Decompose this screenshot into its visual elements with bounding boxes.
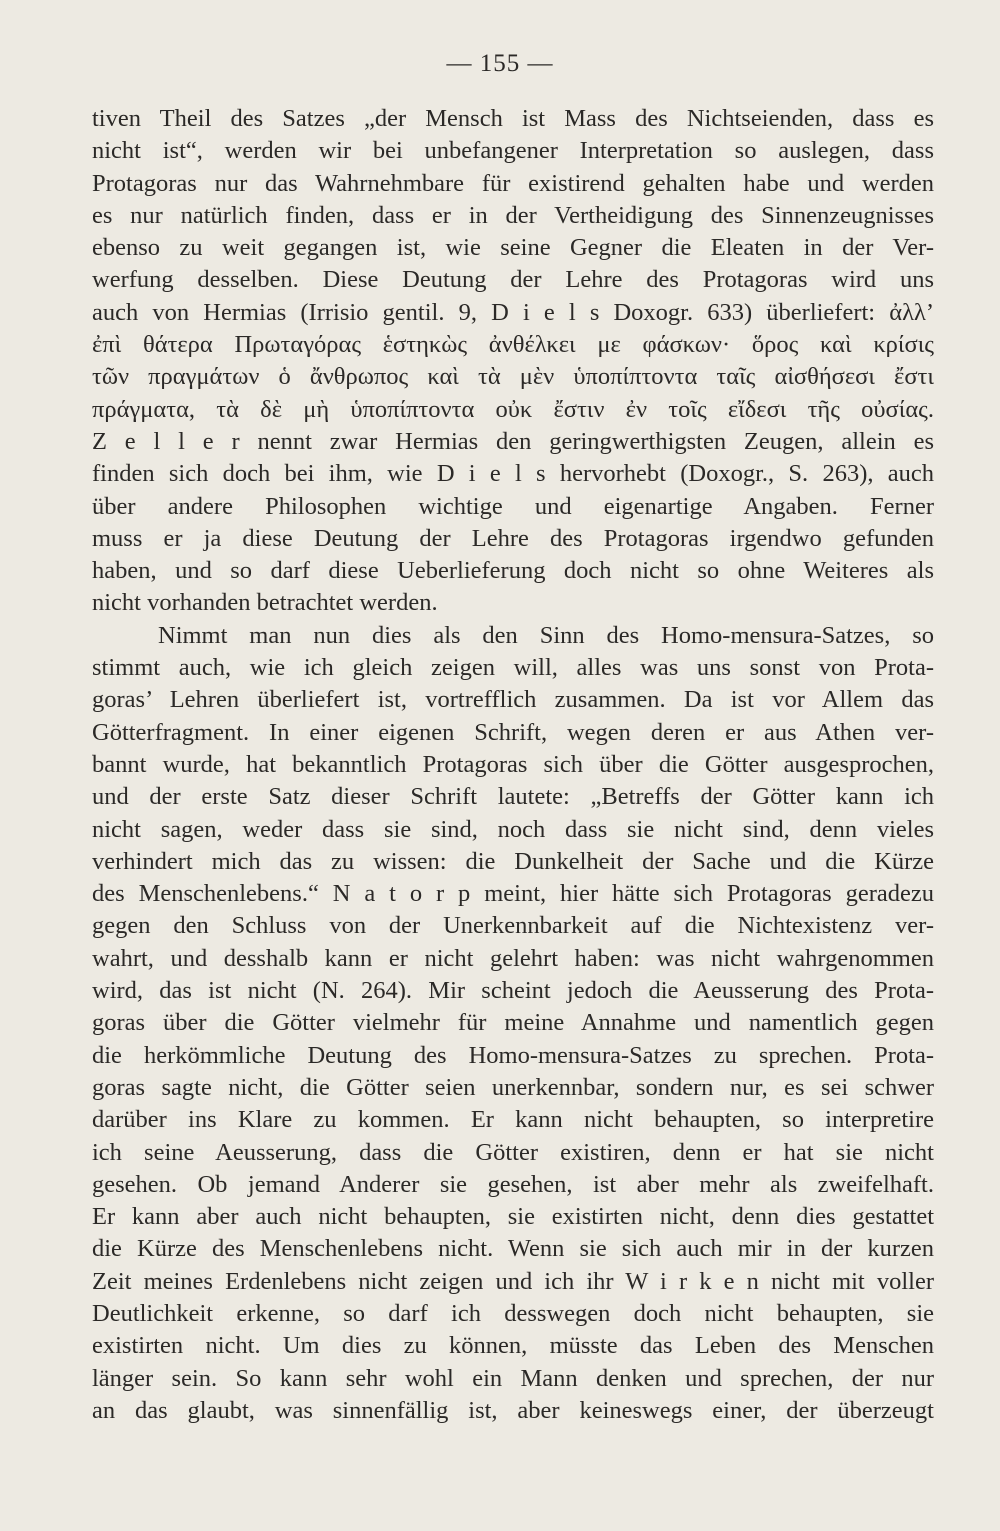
text-line: ebenso zu weit gegangen ist, wie seine Gegner die Eleaten in der Ver- bbox=[92, 234, 934, 262]
text-line: bannt wurde, hat bekanntlich Protagoras sich über die Götter ausgesprochen, bbox=[92, 750, 934, 778]
text-line: es nur natürlich finden, dass er in der Vertheidigung des Sinnenzeugnisses bbox=[92, 201, 934, 229]
text-line: Protagoras nur das Wahrnehmbare für existirend gehalten habe und werden bbox=[92, 169, 934, 197]
text-line: gesehen. Ob jemand Anderer sie gesehen, ist aber mehr als zweifelhaft. bbox=[92, 1170, 934, 1198]
text-line: die Kürze des Menschenlebens nicht. Wenn sie sich auch mir in der kurzen bbox=[92, 1235, 934, 1263]
text-line: goras’ Lehren überliefert ist, vortrefflich zusammen. Da ist vor Allem das bbox=[92, 686, 934, 714]
text-line: des Menschenlebens.“ N a t o r p meint, hier hätte sich Protagoras geradezu bbox=[92, 880, 934, 908]
text-line: gegen den Schluss von der Unerkennbarkeit auf die Nichtexistenz ver- bbox=[92, 912, 934, 940]
text-line: darüber ins Klare zu kommen. Er kann nicht behaupten, so interpretire bbox=[92, 1106, 934, 1134]
text-line: an das glaubt, was sinnenfällig ist, aber keineswegs einer, der überzeugt bbox=[92, 1396, 934, 1424]
text-line: wahrt, und desshalb kann er nicht gelehrt haben: was nicht wahrgenommen bbox=[92, 944, 934, 972]
text-line: werfung desselben. Diese Deutung der Lehre des Protagoras wird uns bbox=[92, 266, 934, 294]
text-line: goras sagte nicht, die Götter seien unerkennbar, sondern nur, es sei schwer bbox=[92, 1073, 934, 1101]
text-line: Götterfragment. In einer eigenen Schrift, wegen deren er aus Athen ver- bbox=[92, 718, 934, 746]
text-line: verhindert mich das zu wissen: die Dunkelheit der Sache und die Kürze bbox=[92, 847, 934, 875]
text-line: länger sein. So kann sehr wohl ein Mann denken und sprechen, der nur bbox=[92, 1364, 934, 1392]
greek-text-line: τῶν πραγμάτων ὁ ἄνθρωπος καὶ τὰ μὲν ὑποπίπτοντα ταῖς αἰσθήσεσι ἔστι bbox=[92, 363, 934, 391]
text-line: muss er ja diese Deutung der Lehre des Protagoras irgendwo gefunden bbox=[92, 524, 934, 552]
page-number: — 155 — bbox=[446, 50, 554, 77]
body-text bbox=[92, 103, 934, 1427]
paragraph-end-line: nicht vorhanden betrachtet werden. bbox=[92, 589, 438, 617]
text-line: Deutlichkeit erkenne, so darf ich desswegen doch nicht behaupten, sie bbox=[92, 1299, 934, 1327]
greek-text-line: πράγματα, τὰ δὲ μὴ ὑποπίπτοντα οὐκ ἔστιν ἐν τοῖς εἴδεσι τῆς οὐσίας. bbox=[92, 395, 934, 423]
text-line: tiven Theil des Satzes „der Mensch ist Mass des Nichtseienden, dass es bbox=[92, 105, 934, 132]
text-line: über andere Philosophen wichtige und eigenartige Angaben. Ferner bbox=[92, 492, 934, 520]
text-line: haben, und so darf diese Ueberlieferung doch nicht so ohne Weiteres als bbox=[92, 557, 934, 585]
text-line: ich seine Aeusserung, dass die Götter existiren, denn er hat sie nicht bbox=[92, 1138, 934, 1166]
text-line: die herkömmliche Deutung des Homo-mensura-Satzes zu sprechen. Prota- bbox=[92, 1041, 934, 1069]
greek-text-line: ἐπὶ θάτερα Πρωταγόρας ἑστηκὼς ἀνθέλκει με φάσκων· ὅρος καὶ κρίσις bbox=[92, 331, 934, 359]
text-line: stimmt auch, wie ich gleich zeigen will, alles was uns sonst von Prota- bbox=[92, 654, 934, 682]
text-line: Zeit meines Erdenlebens nicht zeigen und ich ihr W i r k e n nicht mit voller bbox=[92, 1267, 934, 1295]
text-line: und der erste Satz dieser Schrift lautete: „Betreffs der Götter kann ich bbox=[92, 783, 934, 811]
text-line: nicht ist“, werden wir bei unbefangener Interpretation so auslegen, dass bbox=[92, 137, 934, 165]
text-line: Z e l l e r nennt zwar Hermias den geringwerthigsten Zeugen, allein es bbox=[92, 427, 934, 455]
paragraph-start-line: Nimmt man nun dies als den Sinn des Homo-mensura-Satzes, so bbox=[158, 621, 934, 649]
text-line: existirten nicht. Um dies zu können, müsste das Leben des Menschen bbox=[92, 1332, 934, 1360]
text-line: wird, das ist nicht (N. 264). Mir scheint jedoch die Aeusserung des Prota- bbox=[92, 977, 934, 1005]
text-line: auch von Hermias (Irrisio gentil. 9, D i e l s Doxogr. 633) überliefert: ἀλλ’ bbox=[92, 298, 934, 326]
text-line: goras über die Götter vielmehr für meine Annahme und namentlich gegen bbox=[92, 1009, 934, 1037]
text-line: finden sich doch bei ihm, wie D i e l s hervorhebt (Doxogr., S. 263), auch bbox=[92, 460, 934, 488]
text-line: nicht sagen, weder dass sie sind, noch dass sie nicht sind, denn vieles bbox=[92, 815, 934, 843]
text-line: Er kann aber auch nicht behaupten, sie existirten nicht, denn dies gestattet bbox=[92, 1203, 934, 1231]
